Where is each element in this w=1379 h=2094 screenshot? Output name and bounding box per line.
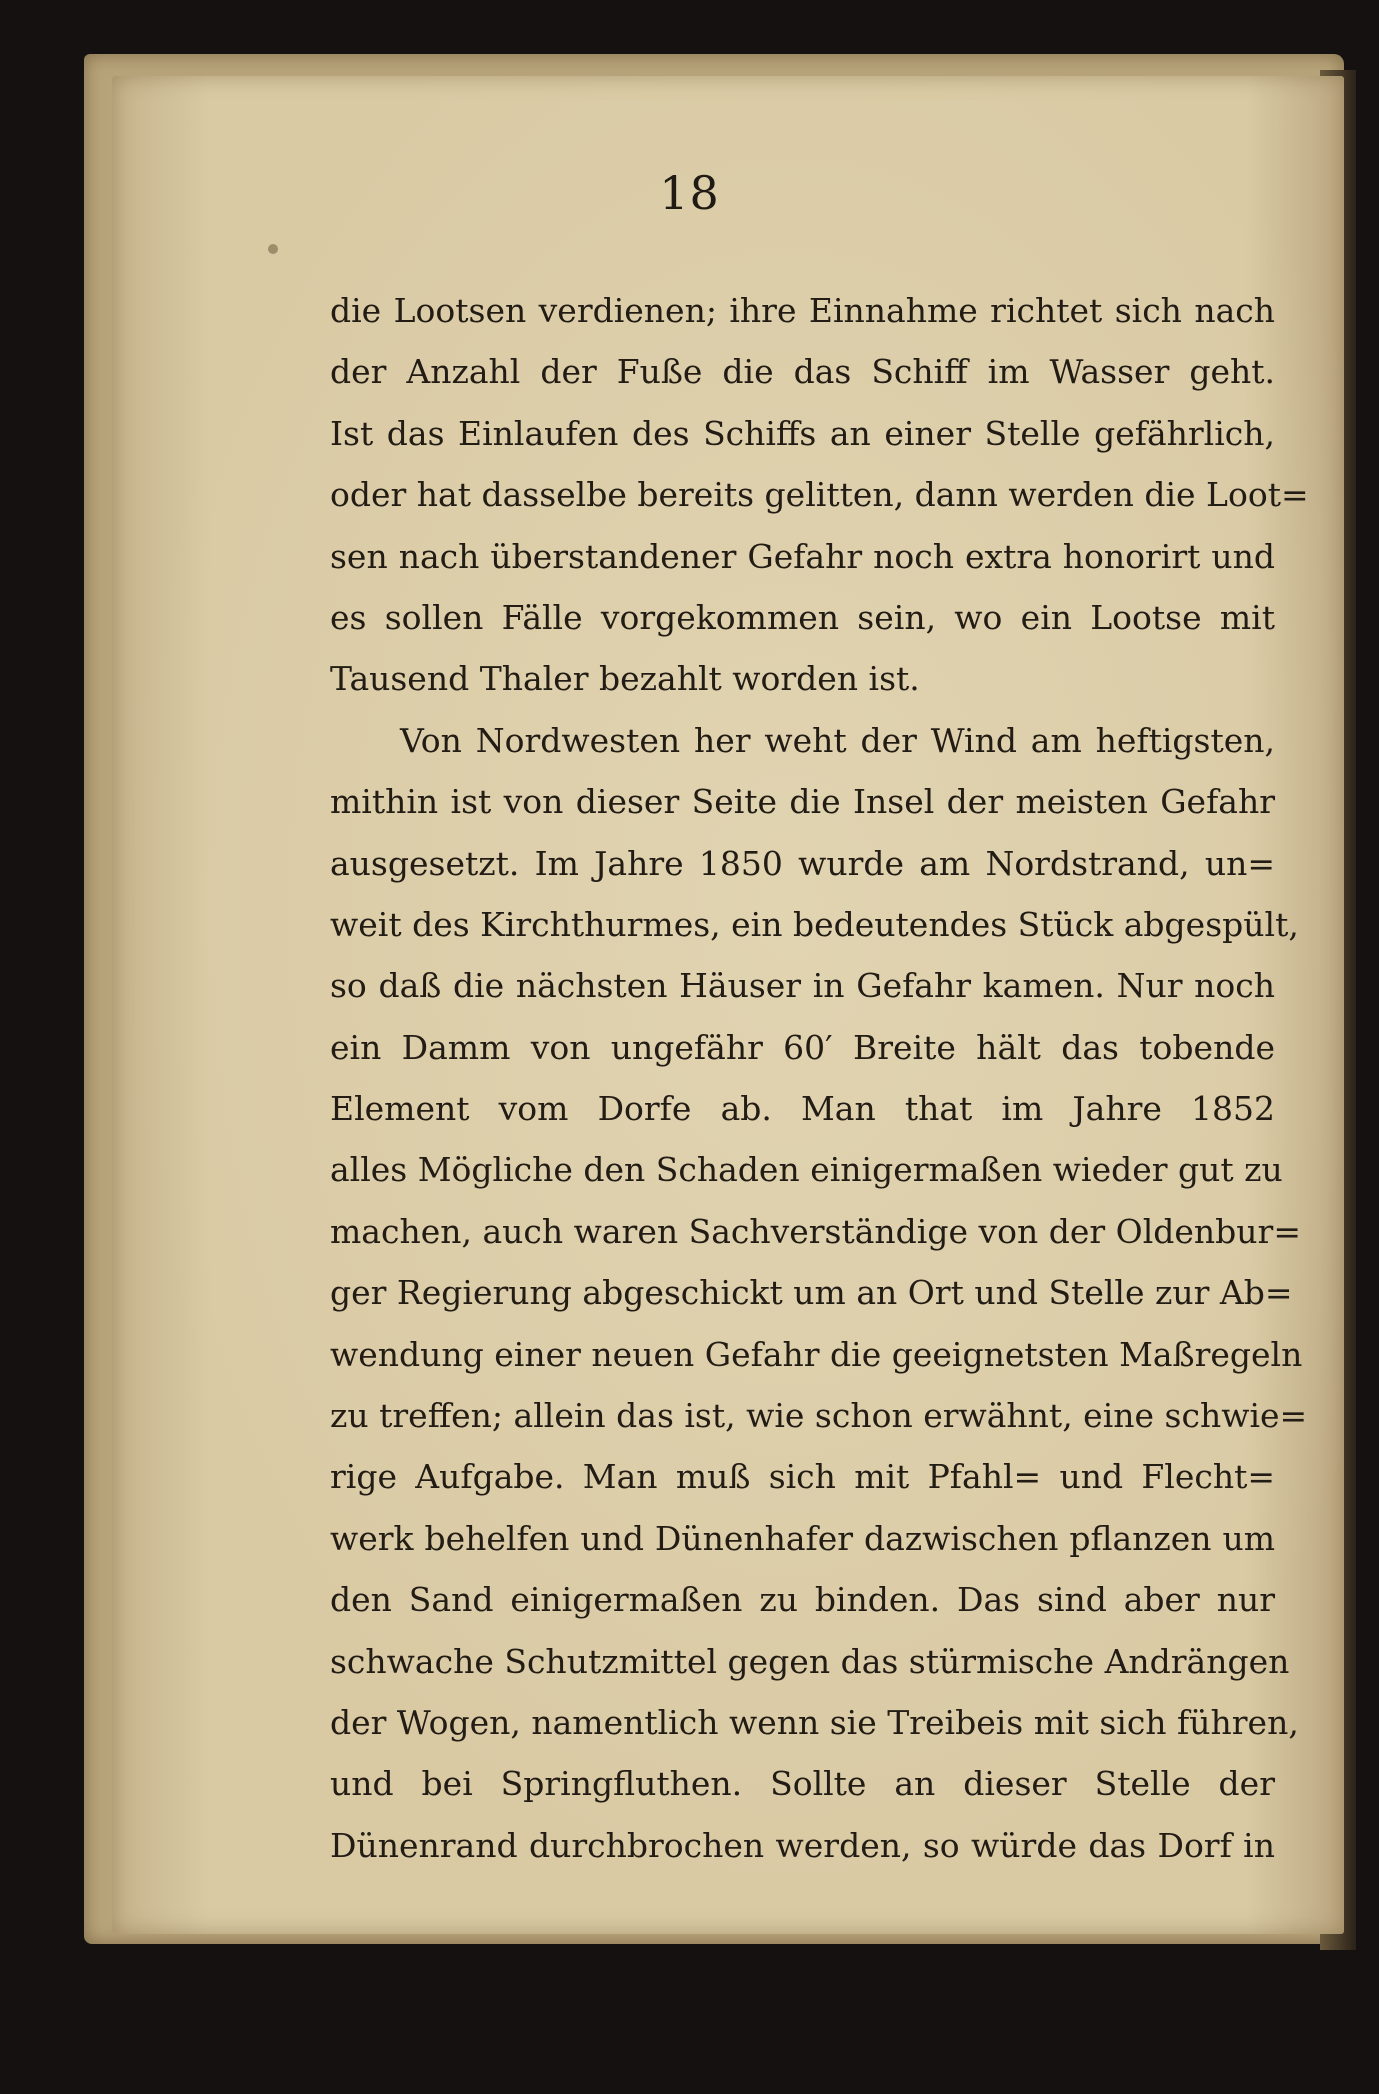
text-line: der Wogen, namentlich wenn sie Treibeis mit sich führen, [330,1702,1299,1742]
text-line: sen nach überstandener Gefahr noch extra honorirt und [330,536,1275,576]
text-line: schwache Schutzmittel gegen das stürmische Andrängen [330,1641,1290,1681]
text-line: den Sand einigermaßen zu binden. Das sind aber nur [330,1580,1275,1620]
text-line: machen, auch waren Sachverständige von der Oldenbur= [330,1211,1301,1251]
text-line: der Anzahl der Fuße die das Schiff im Wasser geht. [330,352,1275,392]
text-line: weit des Kirchthurmes, ein bedeutendes Stück abgespült, [330,904,1299,944]
text-line: werk behelfen und Dünenhafer dazwischen pflanzen um [330,1518,1275,1558]
body-text [330,280,1309,1876]
text-line: und bei Springfluthen. Sollte an dieser Stelle der [330,1764,1275,1804]
text-line: es sollen Fälle vorgekommen sein, wo ein Lootse mit [330,597,1275,637]
text-line: Ist das Einlaufen des Schiffs an einer Stelle gefährlich, [330,413,1275,453]
text-line: Element vom Dorfe ab. Man that im Jahre 1852 [330,1089,1275,1129]
text-line: oder hat dasselbe bereits gelitten, dann werden die Loot= [330,475,1309,515]
text-line: die Lootsen verdienen; ihre Einnahme richtet sich nach [330,291,1275,330]
text-line: Dünenrand durchbrochen werden, so würde das Dorf in [330,1825,1275,1865]
text-line: Tausend Thaler bezahlt worden ist. [330,659,920,699]
text-line: wendung einer neuen Gefahr die geeignetsten Maßregeln [330,1334,1303,1374]
text-line: zu treffen; allein das ist, wie schon erwähnt, eine schwie= [330,1396,1308,1436]
text-line: mithin ist von dieser Seite die Insel der meisten Gefahr [330,782,1275,822]
page-number: 18 [659,166,720,220]
text-line: Von Nordwesten her weht der Wind am heftigsten, [400,720,1275,760]
text-line: so daß die nächsten Häuser in Gefahr kamen. Nur noch [330,966,1275,1006]
paper-spot [268,244,278,254]
text-line: ger Regierung abgeschickt um an Ort und Stelle zur Ab= [330,1273,1293,1313]
text-line: alles Mögliche den Schaden einigermaßen wieder gut zu [330,1150,1283,1190]
text-line: ausgesetzt. Im Jahre 1850 wurde am Nordstrand, un= [330,843,1275,883]
text-line: rige Aufgabe. Man muß sich mit Pfahl= und Flecht= [330,1457,1275,1497]
text-line: ein Damm von ungefähr 60′ Breite hält das tobende [330,1027,1275,1067]
